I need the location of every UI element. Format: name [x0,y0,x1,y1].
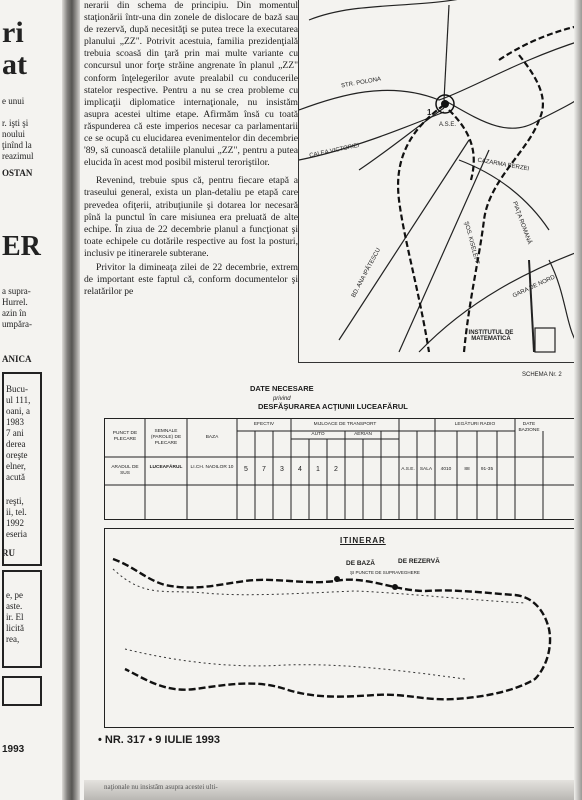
itinerary-note: ŞI PUNCTE DE SUPRAVEGHERE [350,570,420,575]
table-title-text: DATE NECESARE [250,384,314,393]
left-snippet: acută [6,472,25,482]
left-column [0,0,62,800]
itinerary-reserve-label: DE REZERVĂ [398,558,440,565]
table-subtitle: DESFĂŞURAREA ACŢIUNII LUCEAFĂRUL [258,402,408,411]
table-cell: LI.CH. NADILOR 10 [190,465,234,470]
left-headline-3: ER [2,231,41,262]
left-headline-2: at [2,48,27,81]
map-label: CALEA VICTORIEI [308,142,360,160]
article-paragraph-2: Revenind, trebuie spus că, pentru fiecare etapă a traseului general, exista un plan-detaliu pe etapă care prevedea ofiţerii, atribuţiunile şi dotarea lor necesară pînă la punctul în care misiunea era preluată de alte echipe. În ziua de 22 decembrie planul a funcţionat şi toate echipele cu dotările respective au fost la posturi, inclusiv pe itinerarele subterane. [84,175,298,259]
left-snippet: rea, [6,634,20,644]
left-snippet: ţinînd la [2,140,32,150]
scan-shadow [62,0,80,800]
left-snippet: r. işti şi [2,118,29,128]
left-snippet: azin în [2,308,27,318]
table-header: EFECTIV [253,422,275,427]
article-paragraph-3: Privitor la dimineaţa zilei de 22 decembrie, extrem de important este faptul că, conform documentelor şi relatărilor pe [84,261,298,298]
map-label: 1 [427,108,432,117]
left-snippet: Hurrel. [2,297,28,307]
map-label: INSTITUTUL DE MATEMATICĂ [468,330,514,342]
article-paragraph-1: nerarii din schema de principiu. Din momentul staţionării într-una din zonele de dislocare de bază sau de rezervă, după necesităţi se putea trece la executarea planului „ZZ". Potrivit acestuia, familia prezidenţială trebuia scoasă din ţară prin mai multe variante cu concursul unor forţe străine angrenate în planul „ZZ" conform înţelegerilor avute prealabil cu conducerile statelor respective. Pentru a nu se crea probleme cu implicaţii diplomatice internaţionale, nu insistăm asupra acestei ultime etape. Afirmăm însă cu toată răspunderea că este imperios necesar ca parlamentarii ce se ocupă cu elucidarea evenimentelor din decembrie '89, să cunoască detaliile planului „ZZ", pentru a putea elucida în acest mod posibil misterul teroriştilor. [84,0,298,169]
table-cell: SALA [419,467,433,472]
left-snippet: noului [2,129,26,139]
left-snippet: 1983 [6,417,24,427]
table-header: DATE BAZIONE [518,422,540,433]
left-snippet: reşti, [6,496,24,506]
map-label: A.S.E. [439,122,457,128]
left-snippet: e, pe [6,590,23,600]
left-snippet: ii, tel. [6,507,27,517]
left-snippet: reazimul [2,151,34,161]
table-cell: 5 [244,466,248,473]
map-label: GARA DE NORD [511,274,557,300]
left-headline-1: ri [2,16,24,49]
table-header: SEMNALE (PAROLE) DE PLECARE [150,429,182,446]
issue-footer: • NR. 317 • 9 IULIE 1993 [98,734,221,746]
itinerary-base-label: DE BAZĂ [346,560,375,567]
left-snippet: ANICA [2,354,32,364]
table-cell: 4 [298,466,302,473]
table-header: AUTO [311,432,325,437]
map-label: STR. POLONA [340,76,382,90]
table-header: AERIAN [354,432,372,437]
left-snippet: OSTAN [2,168,33,178]
left-snippet: aste. [6,601,23,611]
map-label: CAZARMA BERZEI [476,157,530,173]
table-cell: LUCEAFĂRUL [149,465,183,470]
scan-edge [574,0,582,800]
left-snippet: Bucu- [6,384,28,394]
left-snippet: e unui [2,96,25,106]
itinerary-title: ITINERAR [340,536,386,545]
table-header: PUNCT DE PLECARE [112,431,138,442]
left-snippet: umpăra- [2,319,32,329]
table-cell: 3 [280,466,284,473]
left-snippet: eseria [6,529,27,539]
article-column [84,0,298,298]
map-drawing [299,0,582,362]
left-snippet: 7 ani [6,428,24,438]
left-snippet: ir. El [6,612,24,622]
table-cell: A.S.E. [401,467,415,472]
left-snippet: oreşte [6,450,28,460]
left-small-box [2,676,42,706]
itinerary-diagram [104,528,576,728]
table-title-note: privind [272,396,291,402]
table-cell: 91-35 [480,467,494,472]
table-cell: 2 [334,466,338,473]
table-header: LEGĂTURI RADIO [454,422,496,427]
left-snippet: derea [6,439,26,449]
table-cell: 7 [262,466,266,473]
map-label: BD. ANA IPĂTESCU [350,247,383,299]
table-cell: 1 [316,466,320,473]
schema-number: SCHEMA Nr. 2 [522,372,562,378]
table-cell: 4010 [440,467,452,472]
table-title [250,384,314,402]
left-snippet: 1992 [6,518,24,528]
map-label: PIAŢA ROMANĂ [510,200,533,246]
data-table [104,418,576,520]
left-snippet: a supra- [2,286,31,296]
table-cell: 88 [464,467,470,472]
left-snippet: oani, a [6,406,30,416]
table-header: MIJLOACE DE TRANSPORT [313,422,377,427]
itinerary-drawing [105,529,575,727]
map-schema [298,0,582,363]
left-snippet: ul 111, [6,395,31,405]
left-snippet: licită [6,623,24,633]
table-header: BAZA [205,435,219,440]
left-footer-year: 1993 [2,744,25,755]
next-page-bleed: naţionale nu insistăm asupra acestei ulti- [84,780,582,800]
table-cell: ARADUL DE SUS [111,465,139,476]
left-snippet: RU [2,548,15,558]
left-snippet: elner, [6,461,26,471]
map-label: ŞOS. KISELEFF [462,220,480,266]
